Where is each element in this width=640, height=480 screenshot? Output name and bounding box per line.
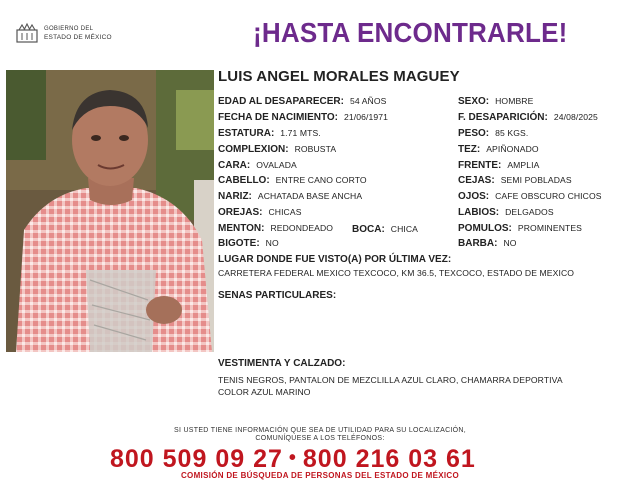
field-value: REDONDEADO [270, 223, 334, 233]
field-label: BIGOTE: [218, 238, 260, 249]
field-label: COMPLEXION: [218, 144, 289, 155]
field-age [218, 95, 386, 108]
field-value: CHICAS [268, 207, 302, 217]
field-nose [218, 190, 362, 203]
field-label: BARBA: [458, 238, 498, 249]
field-birth-date [218, 111, 388, 124]
field-value: APIÑONADO [486, 144, 539, 154]
phone-number-2[interactable]: 800 216 03 61 [302, 445, 476, 473]
field-label: CEJAS: [458, 175, 495, 186]
field-ears [218, 206, 302, 219]
field-sex [458, 95, 533, 108]
field-height [218, 127, 321, 140]
last-seen-label: LUGAR DONDE FUE VISTO(A) POR ÚLTIMA VEZ: [218, 254, 452, 265]
distinguishing-marks-label: SENAS PARTICULARES: [218, 290, 337, 301]
field-value: HOMBRE [495, 96, 534, 106]
field-label: F. DESAPARICIÓN: [458, 112, 548, 123]
field-beard [458, 237, 517, 250]
field-value: 24/08/2025 [553, 112, 598, 122]
field-weight [458, 127, 528, 140]
field-lips [458, 206, 554, 219]
field-complexion [458, 143, 539, 156]
field-hair [218, 174, 367, 187]
field-label: MENTON: [218, 223, 265, 234]
field-label: OJOS: [458, 191, 490, 202]
field-value: ENTRE CANO CORTO [275, 175, 367, 185]
field-value: ACHATADA BASE ANCHA [257, 191, 363, 201]
field-value: SEMI POBLADAS [500, 175, 572, 185]
field-value: CAFE OBSCURO CHICOS [495, 191, 602, 201]
field-value: 54 AÑOS [349, 96, 387, 106]
phone-separator: • [288, 447, 297, 469]
field-label: CABELLO: [218, 175, 270, 186]
field-build [218, 143, 336, 156]
missing-person-photo [6, 70, 214, 352]
clothing-label: VESTIMENTA Y CALZADO: [218, 358, 346, 369]
field-value: OVALADA [256, 160, 297, 170]
field-disappearance-date [458, 111, 598, 124]
field-label: ESTATURA: [218, 128, 275, 139]
field-label: SEXO: [458, 96, 490, 107]
person-name: LUIS ANGEL MORALES MAGUEY [218, 68, 460, 85]
government-name-line1: GOBIERNO DEL [44, 26, 94, 32]
field-label: NARIZ: [218, 191, 252, 202]
field-label: CARA: [218, 160, 251, 171]
field-label: BOCA: [352, 224, 385, 235]
field-value: ROBUSTA [294, 144, 337, 154]
field-value: AMPLIA [507, 160, 540, 170]
last-seen-value: CARRETERA FEDERAL MEXICO TEXCOCO, KM 36.5, TEXCOCO, ESTADO DE MEXICO [218, 268, 575, 278]
field-label: FECHA DE NACIMIENTO: [218, 112, 338, 123]
clothing-line2: COLOR AZUL MARINO [218, 387, 311, 397]
phone-number-1[interactable]: 800 509 09 27 [110, 445, 283, 473]
state-coat-of-arms-icon [14, 22, 40, 44]
government-name-line2: ESTADO DE MÉXICO [44, 34, 112, 41]
field-cheekbones [458, 222, 582, 235]
field-label: TEZ: [458, 144, 481, 155]
field-value: NO [503, 238, 517, 248]
field-label: PESO: [458, 128, 490, 139]
field-label: OREJAS: [218, 207, 263, 218]
phone-numbers [110, 445, 530, 474]
contact-note-line2: COMUNÍQUESE A LOS TELÉFONOS: [255, 435, 385, 442]
field-chin [218, 222, 333, 235]
commission-name: COMISIÓN DE BÚSQUEDA DE PERSONAS DEL ESTADO DE MÉXICO [180, 471, 459, 480]
contact-note-line1: SI USTED TIENE INFORMACIÓN QUE SEA DE UTILIDAD PARA SU LOCALIZACIÓN, [173, 427, 467, 434]
field-value: 1.71 MTS. [280, 128, 321, 138]
field-mouth [352, 223, 418, 236]
field-eyes [458, 190, 602, 203]
headline: ¡HASTA ENCONTRARLE! [253, 17, 568, 48]
field-eyebrows [458, 174, 572, 187]
field-value: 85 KGS. [495, 128, 529, 138]
field-forehead [458, 159, 539, 172]
field-value: PROMINENTES [517, 223, 583, 233]
field-label: EDAD AL DESAPARECER: [218, 96, 344, 107]
field-mustache [218, 237, 279, 250]
field-label: POMULOS: [458, 223, 512, 234]
field-value: CHICA [390, 224, 419, 234]
field-face [218, 159, 297, 172]
field-value: NO [265, 238, 279, 248]
field-label: FRENTE: [458, 160, 502, 171]
field-value: 21/06/1971 [344, 112, 389, 122]
field-value: DELGADOS [505, 207, 554, 217]
field-label: LABIOS: [458, 207, 500, 218]
clothing-line1: TENIS NEGROS, PANTALON DE MEZCLILLA AZUL CLARO, CHAMARRA DEPORTIVA [218, 375, 563, 385]
